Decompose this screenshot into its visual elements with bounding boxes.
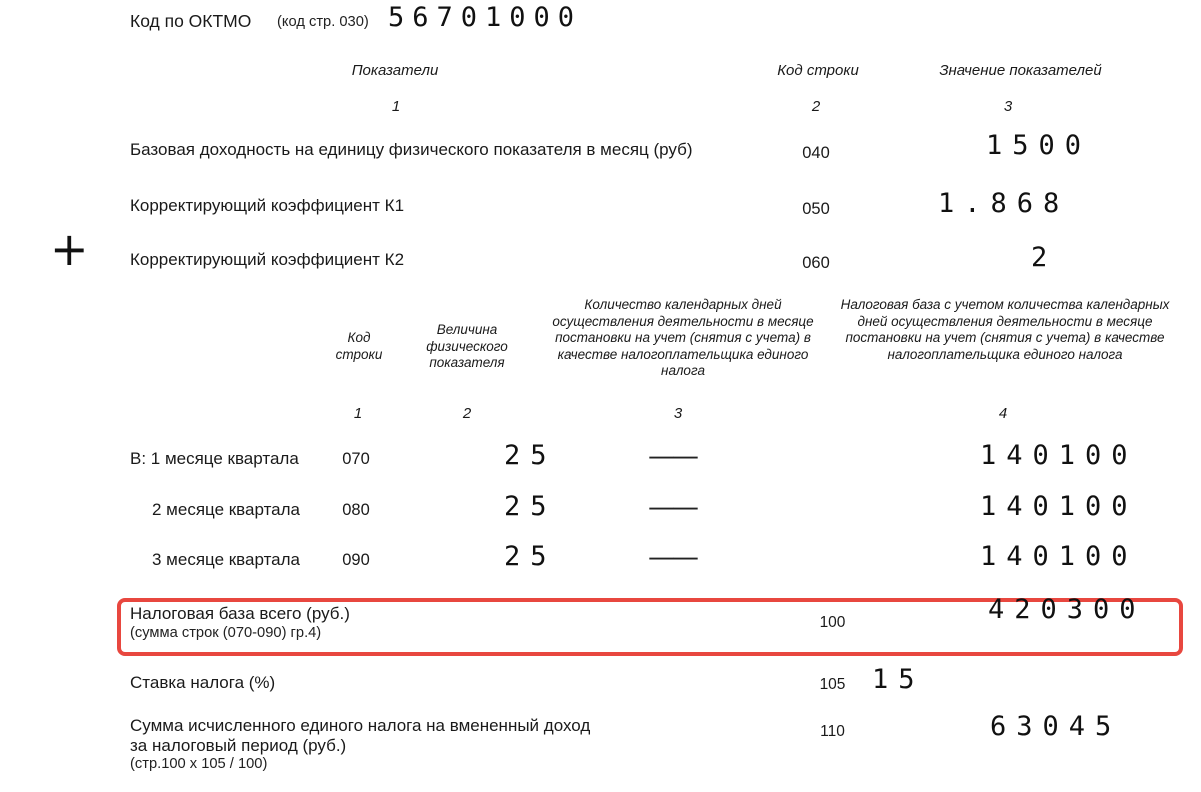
- indicator-row-code: 050: [802, 200, 830, 218]
- monthly-row-physical: 25: [504, 541, 557, 572]
- indicators-header-pokazateli: Показатели: [351, 62, 439, 79]
- no-value-dash: ——: [648, 542, 696, 573]
- indicator-row-code: 060: [802, 254, 830, 272]
- monthly-row-taxbase: 140100: [980, 491, 1138, 522]
- oktmo-value: 56701000: [388, 2, 583, 33]
- tax-rate-value: 15: [872, 664, 925, 695]
- indicator-row-label: Корректирующий коэффициент К1: [130, 196, 405, 215]
- tax-amount-label-line3: (стр.100 x 105 / 100): [130, 756, 268, 772]
- indicators-header-code: Код строки: [777, 62, 859, 79]
- oktmo-line-ref: (код стр. 030): [277, 14, 369, 30]
- monthly-colnum-3: 3: [673, 405, 683, 422]
- plus-mark: +: [50, 222, 89, 276]
- taxbase-total-sublabel: (сумма строк (070-090) гр.4): [130, 625, 322, 641]
- tax-rate-label: Ставка налога (%): [130, 673, 276, 692]
- monthly-row-physical: 25: [504, 491, 557, 522]
- monthly-row-label: 3 месяце квартала: [152, 550, 300, 569]
- monthly-row-label: В: 1 месяце квартала: [130, 449, 299, 468]
- monthly-row-taxbase: 140100: [980, 541, 1138, 572]
- monthly-header-physical: Величина физического показателя: [426, 322, 508, 370]
- monthly-colnum-2: 2: [462, 405, 472, 422]
- monthly-row-code: 070: [342, 450, 370, 468]
- monthly-colnum-1: 1: [353, 405, 363, 422]
- tax-amount-value: 63045: [990, 711, 1122, 742]
- monthly-row-taxbase: 140100: [980, 440, 1138, 471]
- tax-amount-code: 110: [820, 723, 845, 740]
- tax-amount-label-line2: за налоговый период (руб.): [130, 736, 347, 755]
- monthly-header-code: Код строки: [335, 330, 383, 362]
- monthly-header-days: Количество календарных дней осуществления деятельности в месяце постановки на учет (снятия с учета) в качестве налогоплательщика единого налога: [552, 297, 814, 378]
- indicator-row-code: 040: [802, 144, 830, 162]
- no-value-dash: ——: [648, 441, 696, 472]
- indicators-colnum-2: 2: [811, 98, 821, 115]
- indicator-row-label: Корректирующий коэффициент К2: [130, 250, 405, 269]
- taxbase-total-label: Налоговая база всего (руб.): [130, 604, 350, 623]
- monthly-row-code: 080: [342, 501, 370, 519]
- indicators-colnum-3: 3: [1003, 98, 1013, 115]
- oktmo-label: Код по ОКТМО: [130, 11, 252, 31]
- monthly-row-label: 2 месяце квартала: [152, 500, 300, 519]
- taxbase-total-value: 420300: [988, 594, 1146, 625]
- monthly-header-taxbase: Налоговая база с учетом количества календарных дней осуществления деятельности в месяце постановки на учет (снятия с учета) в качестве налогоплательщика единого налога: [840, 297, 1170, 362]
- indicators-header-value: Значение показателей: [939, 62, 1102, 79]
- monthly-row-code: 090: [342, 551, 370, 569]
- indicator-row-value: 2: [1031, 242, 1058, 273]
- tax-amount-label-line1: Сумма исчисленного единого налога на вмененный доход: [130, 716, 591, 735]
- indicator-row-value: 1500: [986, 130, 1092, 161]
- indicator-row-value: 1.868: [938, 188, 1070, 219]
- taxbase-total-code: 100: [819, 614, 846, 631]
- monthly-colnum-4: 4: [998, 405, 1008, 422]
- monthly-row-physical: 25: [504, 440, 557, 471]
- indicators-colnum-1: 1: [391, 98, 401, 115]
- tax-rate-code: 105: [819, 676, 846, 693]
- no-value-dash: ——: [648, 492, 696, 523]
- indicator-row-label: Базовая доходность на единицу физического показателя в месяц (руб): [130, 140, 693, 159]
